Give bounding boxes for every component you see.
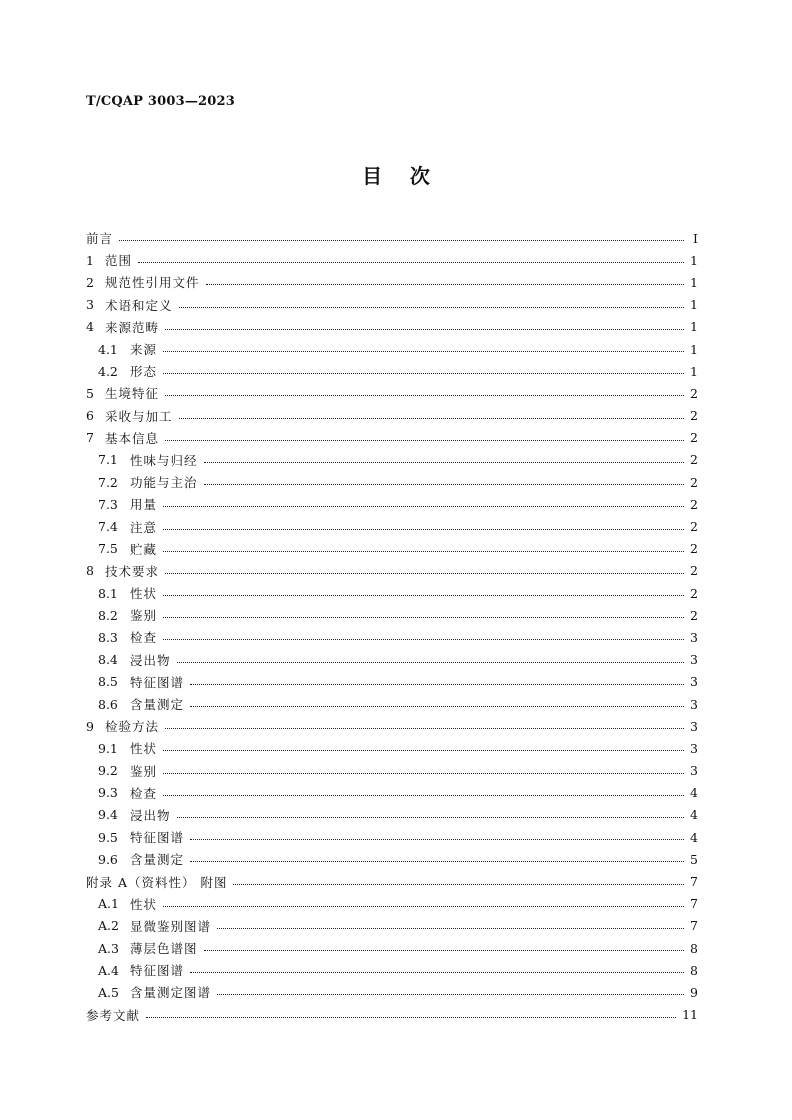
toc-entry-label: 浸出物 [130,652,171,668]
toc-entry[interactable] [86,316,698,338]
table-of-contents [86,227,698,1026]
toc-entry-number: 4 [86,319,94,335]
toc-entry-label: 生境特征 [105,386,160,402]
toc-entry[interactable] [86,693,698,715]
toc-entry-number: 9.3 [98,785,118,801]
toc-entry-number: 8.5 [98,674,118,690]
toc-entry[interactable] [86,493,698,515]
toc-dot-leader [190,683,684,685]
toc-entry[interactable] [86,338,698,360]
toc-entry-number: 2 [86,274,94,290]
toc-entry-page: 2 [690,408,698,424]
toc-entry-label: 功能与主治 [130,475,198,491]
toc-entry-number: 9.1 [98,740,118,756]
toc-entry[interactable] [86,1004,698,1026]
toc-entry-page: 5 [690,851,698,867]
toc-entry-label: 性状 [130,896,158,912]
toc-entry-number: A.1 [98,896,119,912]
toc-entry-label: 特征图谱 [130,674,185,690]
toc-entry-page: 4 [690,829,698,845]
toc-entry[interactable] [86,804,698,826]
toc-entry-number: A.2 [98,918,119,934]
toc-entry-number: 7.4 [98,519,118,535]
toc-entry-label: 附录 A（资料性） 附图 [86,874,228,890]
toc-entry-label: 含量测定 [130,697,185,713]
toc-entry-page: 1 [690,297,698,313]
toc-dot-leader [190,971,684,973]
toc-dot-leader [204,461,684,463]
toc-dot-leader [190,860,684,862]
toc-entry-label: 贮藏 [130,541,158,557]
toc-dot-leader [165,328,684,330]
toc-entry-number: 8.6 [98,696,118,712]
toc-entry-number: 4.1 [98,341,118,357]
toc-entry-label: 含量测定图谱 [130,985,212,1001]
toc-dot-leader [163,905,684,907]
toc-entry-number: 8.2 [98,607,118,623]
toc-entry-label: 性味与归经 [130,452,198,468]
toc-entry-page: 3 [690,696,698,712]
toc-entry-number: 1 [86,252,94,268]
toc-dot-leader [177,816,684,818]
toc-entry-label: 鉴别 [130,763,158,779]
toc-entry-label: 来源范畴 [105,319,160,335]
toc-entry[interactable] [86,227,698,249]
toc-dot-leader [206,283,684,285]
toc-entry-label: 来源 [130,342,158,358]
toc-entry-number: 7 [86,430,94,446]
toc-dot-leader [165,727,684,729]
toc-entry-number: 8 [86,563,94,579]
toc-entry-page: 3 [690,718,698,734]
toc-entry-label: 检查 [130,630,158,646]
toc-entry-label: 显微鉴别图谱 [130,918,212,934]
toc-dot-leader [146,1016,676,1018]
toc-entry[interactable] [86,271,698,293]
toc-entry-page: 4 [690,785,698,801]
toc-dot-leader [217,993,684,995]
toc-entry-page: 3 [690,740,698,756]
toc-entry-label: 术语和定义 [105,297,173,313]
toc-entry-label: 检验方法 [105,719,160,735]
toc-entry[interactable] [86,471,698,493]
toc-entry[interactable] [86,626,698,648]
toc-entry-page: 4 [690,807,698,823]
toc-entry[interactable] [86,449,698,471]
toc-entry-number: 6 [86,408,94,424]
toc-entry[interactable] [86,782,698,804]
toc-entry-number: 9.4 [98,807,118,823]
toc-entry[interactable] [86,915,698,937]
toc-entry[interactable] [86,715,698,737]
toc-entry-label: 鉴别 [130,608,158,624]
toc-entry-label: 性状 [130,741,158,757]
toc-entry-page: I [693,230,698,246]
toc-entry-label: 技术要求 [105,563,160,579]
toc-dot-leader [163,794,684,796]
toc-entry[interactable] [86,870,698,892]
toc-dot-leader [163,594,684,596]
toc-entry-page: 1 [690,341,698,357]
toc-dot-leader [138,261,684,263]
toc-dot-leader [217,927,684,929]
toc-entry-label: 范围 [105,253,133,269]
toc-entry-page: 2 [690,563,698,579]
toc-entry-page: 3 [690,763,698,779]
toc-entry[interactable] [86,249,698,271]
toc-entry-label: 基本信息 [105,430,160,446]
toc-dot-leader [165,394,684,396]
toc-entry-page: 2 [690,385,698,401]
toc-entry-number: 8.1 [98,585,118,601]
toc-entry[interactable] [86,848,698,870]
toc-dot-leader [163,372,684,374]
toc-entry-page: 2 [690,585,698,601]
toc-dot-leader [177,661,684,663]
toc-entry-label: 浸出物 [130,807,171,823]
toc-entry-page: 2 [690,430,698,446]
toc-entry-number: 7.3 [98,496,118,512]
toc-entry[interactable] [86,604,698,626]
toc-entry[interactable] [86,538,698,560]
toc-entry-page: 1 [690,252,698,268]
toc-entry-label: 特征图谱 [130,963,185,979]
toc-entry-label: 前言 [86,231,114,247]
toc-entry-label: 参考文献 [86,1007,141,1023]
toc-entry[interactable] [86,382,698,404]
toc-entry-label: 规范性引用文件 [105,275,200,291]
toc-dot-leader [204,949,684,951]
toc-dot-leader [165,572,684,574]
toc-entry[interactable] [86,671,698,693]
toc-entry-number: 9.6 [98,851,118,867]
toc-dot-leader [179,306,684,308]
toc-entry-number: 7.1 [98,452,118,468]
toc-entry-label: 用量 [130,497,158,513]
toc-dot-leader [163,772,684,774]
toc-title: 目 次 [362,164,430,188]
toc-entry[interactable] [86,560,698,582]
toc-entry-page: 2 [690,541,698,557]
toc-entry[interactable] [86,360,698,382]
toc-entry[interactable] [86,649,698,671]
toc-entry[interactable] [86,937,698,959]
toc-entry-page: 2 [690,519,698,535]
toc-entry[interactable] [86,515,698,537]
toc-entry-number: A.3 [98,940,119,956]
toc-entry-page: 3 [690,629,698,645]
toc-dot-leader [190,705,684,707]
toc-entry[interactable] [86,582,698,604]
toc-entry-page: 2 [690,607,698,623]
toc-entry-page: 2 [690,474,698,490]
toc-entry[interactable] [86,893,698,915]
toc-entry-number: 8.4 [98,652,118,668]
toc-entry-label: 采收与加工 [105,408,173,424]
toc-entry[interactable] [86,405,698,427]
toc-entry-label: 形态 [130,364,158,380]
toc-entry-page: 1 [690,274,698,290]
toc-dot-leader [163,638,684,640]
toc-entry-label: 性状 [130,586,158,602]
toc-entry-page: 8 [690,940,698,956]
toc-entry-page: 11 [682,1007,698,1023]
toc-dot-leader [163,350,684,352]
toc-entry-number: 5 [86,385,94,401]
toc-entry-number: 8.3 [98,629,118,645]
toc-dot-leader [163,528,684,530]
toc-entry-number: 4.2 [98,363,118,379]
toc-entry-number: 7.2 [98,474,118,490]
toc-entry-number: 9 [86,718,94,734]
toc-entry-number: A.4 [98,962,119,978]
toc-entry[interactable] [86,981,698,1003]
toc-entry[interactable] [86,826,698,848]
toc-dot-leader [233,883,684,885]
toc-dot-leader [204,483,684,485]
toc-dot-leader [190,838,684,840]
toc-entry[interactable] [86,737,698,759]
toc-entry-page: 3 [690,652,698,668]
toc-entry-label: 检查 [130,785,158,801]
toc-entry[interactable] [86,760,698,782]
toc-entry-label: 注意 [130,519,158,535]
toc-entry-number: 9.5 [98,829,118,845]
toc-entry-page: 3 [690,674,698,690]
toc-entry-number: 3 [86,297,94,313]
toc-entry-page: 7 [690,874,698,890]
toc-entry-page: 1 [690,319,698,335]
toc-entry-page: 1 [690,363,698,379]
document-code: T/CQAP 3003—2023 [86,94,236,109]
toc-dot-leader [119,239,684,241]
toc-dot-leader [163,749,684,751]
toc-entry-page: 9 [690,984,698,1000]
toc-entry-label: 特征图谱 [130,830,185,846]
toc-entry-label: 含量测定 [130,852,185,868]
toc-dot-leader [163,550,684,552]
toc-entry-number: 9.2 [98,763,118,779]
toc-entry-page: 7 [690,896,698,912]
toc-entry-number: 7.5 [98,541,118,557]
toc-entry-page: 8 [690,962,698,978]
toc-dot-leader [163,616,684,618]
toc-entry[interactable] [86,959,698,981]
toc-entry-number: A.5 [98,984,119,1000]
toc-entry[interactable] [86,427,698,449]
toc-entry-page: 7 [690,918,698,934]
toc-dot-leader [165,439,684,441]
toc-dot-leader [179,417,684,419]
toc-entry-page: 2 [690,452,698,468]
toc-dot-leader [163,505,684,507]
toc-entry-page: 2 [690,496,698,512]
toc-entry[interactable] [86,294,698,316]
toc-entry-label: 薄层色谱图 [130,941,198,957]
